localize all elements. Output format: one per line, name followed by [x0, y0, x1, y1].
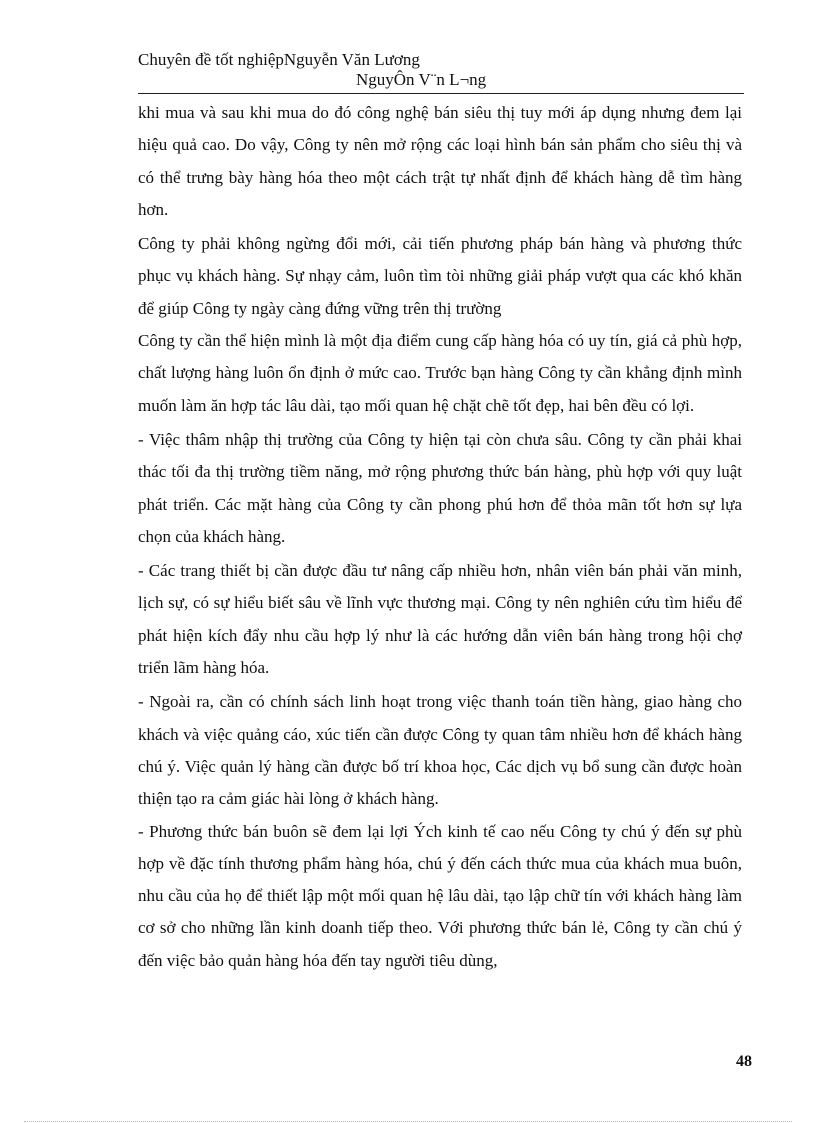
paragraph-1: khi mua và sau khi mua do đó công nghệ bán siêu thị tuy mới áp dụng nhưng đem lại hiệu quả cao. Do vậy, Công ty nên mở rộng các loại hình bán sản phẩm cho siêu thị và có thể trưng bày hàng hóa theo một cách trật tự nhất định để khách hàng dễ tìm hàng hơn.	[138, 103, 742, 219]
paragraph-3: Công ty cần thể hiện mình là một địa điểm cung cấp hàng hóa có uy tín, giá cả phù hợp, chất lượng hàng luôn ổn định ở mức cao. Trước bạn hàng Công ty cần khẳng định mình muốn làm ăn hợp tác lâu dài, tạo mối quan hệ chặt chẽ tốt đẹp, hai bên đều có lợi.	[138, 331, 742, 415]
header-author-legacy-encoding: NguyÔn V¨n L¬ng	[356, 70, 487, 89]
body-text	[138, 97, 742, 977]
paragraph-5: - Các trang thiết bị cần được đầu tư nâng cấp nhiều hơn, nhân viên bán phải văn minh, lịch sự, có sự hiểu biết sâu về lĩnh vực thương mại. Công ty nên nghiên cứu tìm hiểu để phát hiện kích đẩy nhu cầu hợp lý như là các hướng dẫn viên bán hàng trong hội chợ triển lãm hàng hóa.	[138, 561, 742, 678]
paragraph-6: - Ngoài ra, cần có chính sách linh hoạt trong việc thanh toán tiền hàng, giao hàng cho khách và việc quảng cáo, xúc tiến cần được Công ty quan tâm nhiều hơn để khách hàng chú ý. Việc quản lý hàng cần được bố trí khoa học, Các dịch vụ bổ sung cần được hoàn thiện tạo ra cảm giác hài lòng ở khách hàng.	[138, 692, 742, 809]
page-header	[138, 50, 744, 90]
page-bottom-edge	[24, 1121, 792, 1122]
page-number: 48	[736, 1053, 752, 1070]
paragraph-7: - Phương thức bán buôn sẽ đem lại lợi Ých kinh tế cao nếu Công ty chú ý đến sự phù hợp về đặc tính thương phẩm hàng hóa, chú ý đến cách thức mua của khách mua buôn, nhu cầu của họ để thiết lập một mối quan hệ lâu dài, tạo lập chữ tín với khách hàng làm cơ sở cho những lần kinh doanh tiếp theo. Với phương thức bán lẻ, Công ty cần chú ý đến việc bảo quản hàng hóa đến tay người tiêu dùng,	[138, 821, 742, 970]
header-rule	[138, 93, 744, 94]
paragraph-4: - Việc thâm nhập thị trường của Công ty hiện tại còn chưa sâu. Công ty cần phải khai thác tối đa thị trường tiềm năng, mở rộng phương thức bán hàng, phù hợp với quy luật phát triển. Các mặt hàng của Công ty cần phong phú hơn để thỏa mãn tốt hơn sự lựa chọn của khách hàng.	[138, 429, 742, 546]
header-title: Chuyên đề tốt nghiệpNguyễn Văn Lương	[138, 50, 420, 69]
paragraph-2: Công ty phải không ngừng đổi mới, cải tiến phương pháp bán hàng và phương thức phục vụ khách hàng. Sự nhạy cảm, luôn tìm tòi những giải pháp vượt qua các khó khăn để giúp Công ty ngày càng đứng vững trên thị trường	[138, 234, 742, 318]
